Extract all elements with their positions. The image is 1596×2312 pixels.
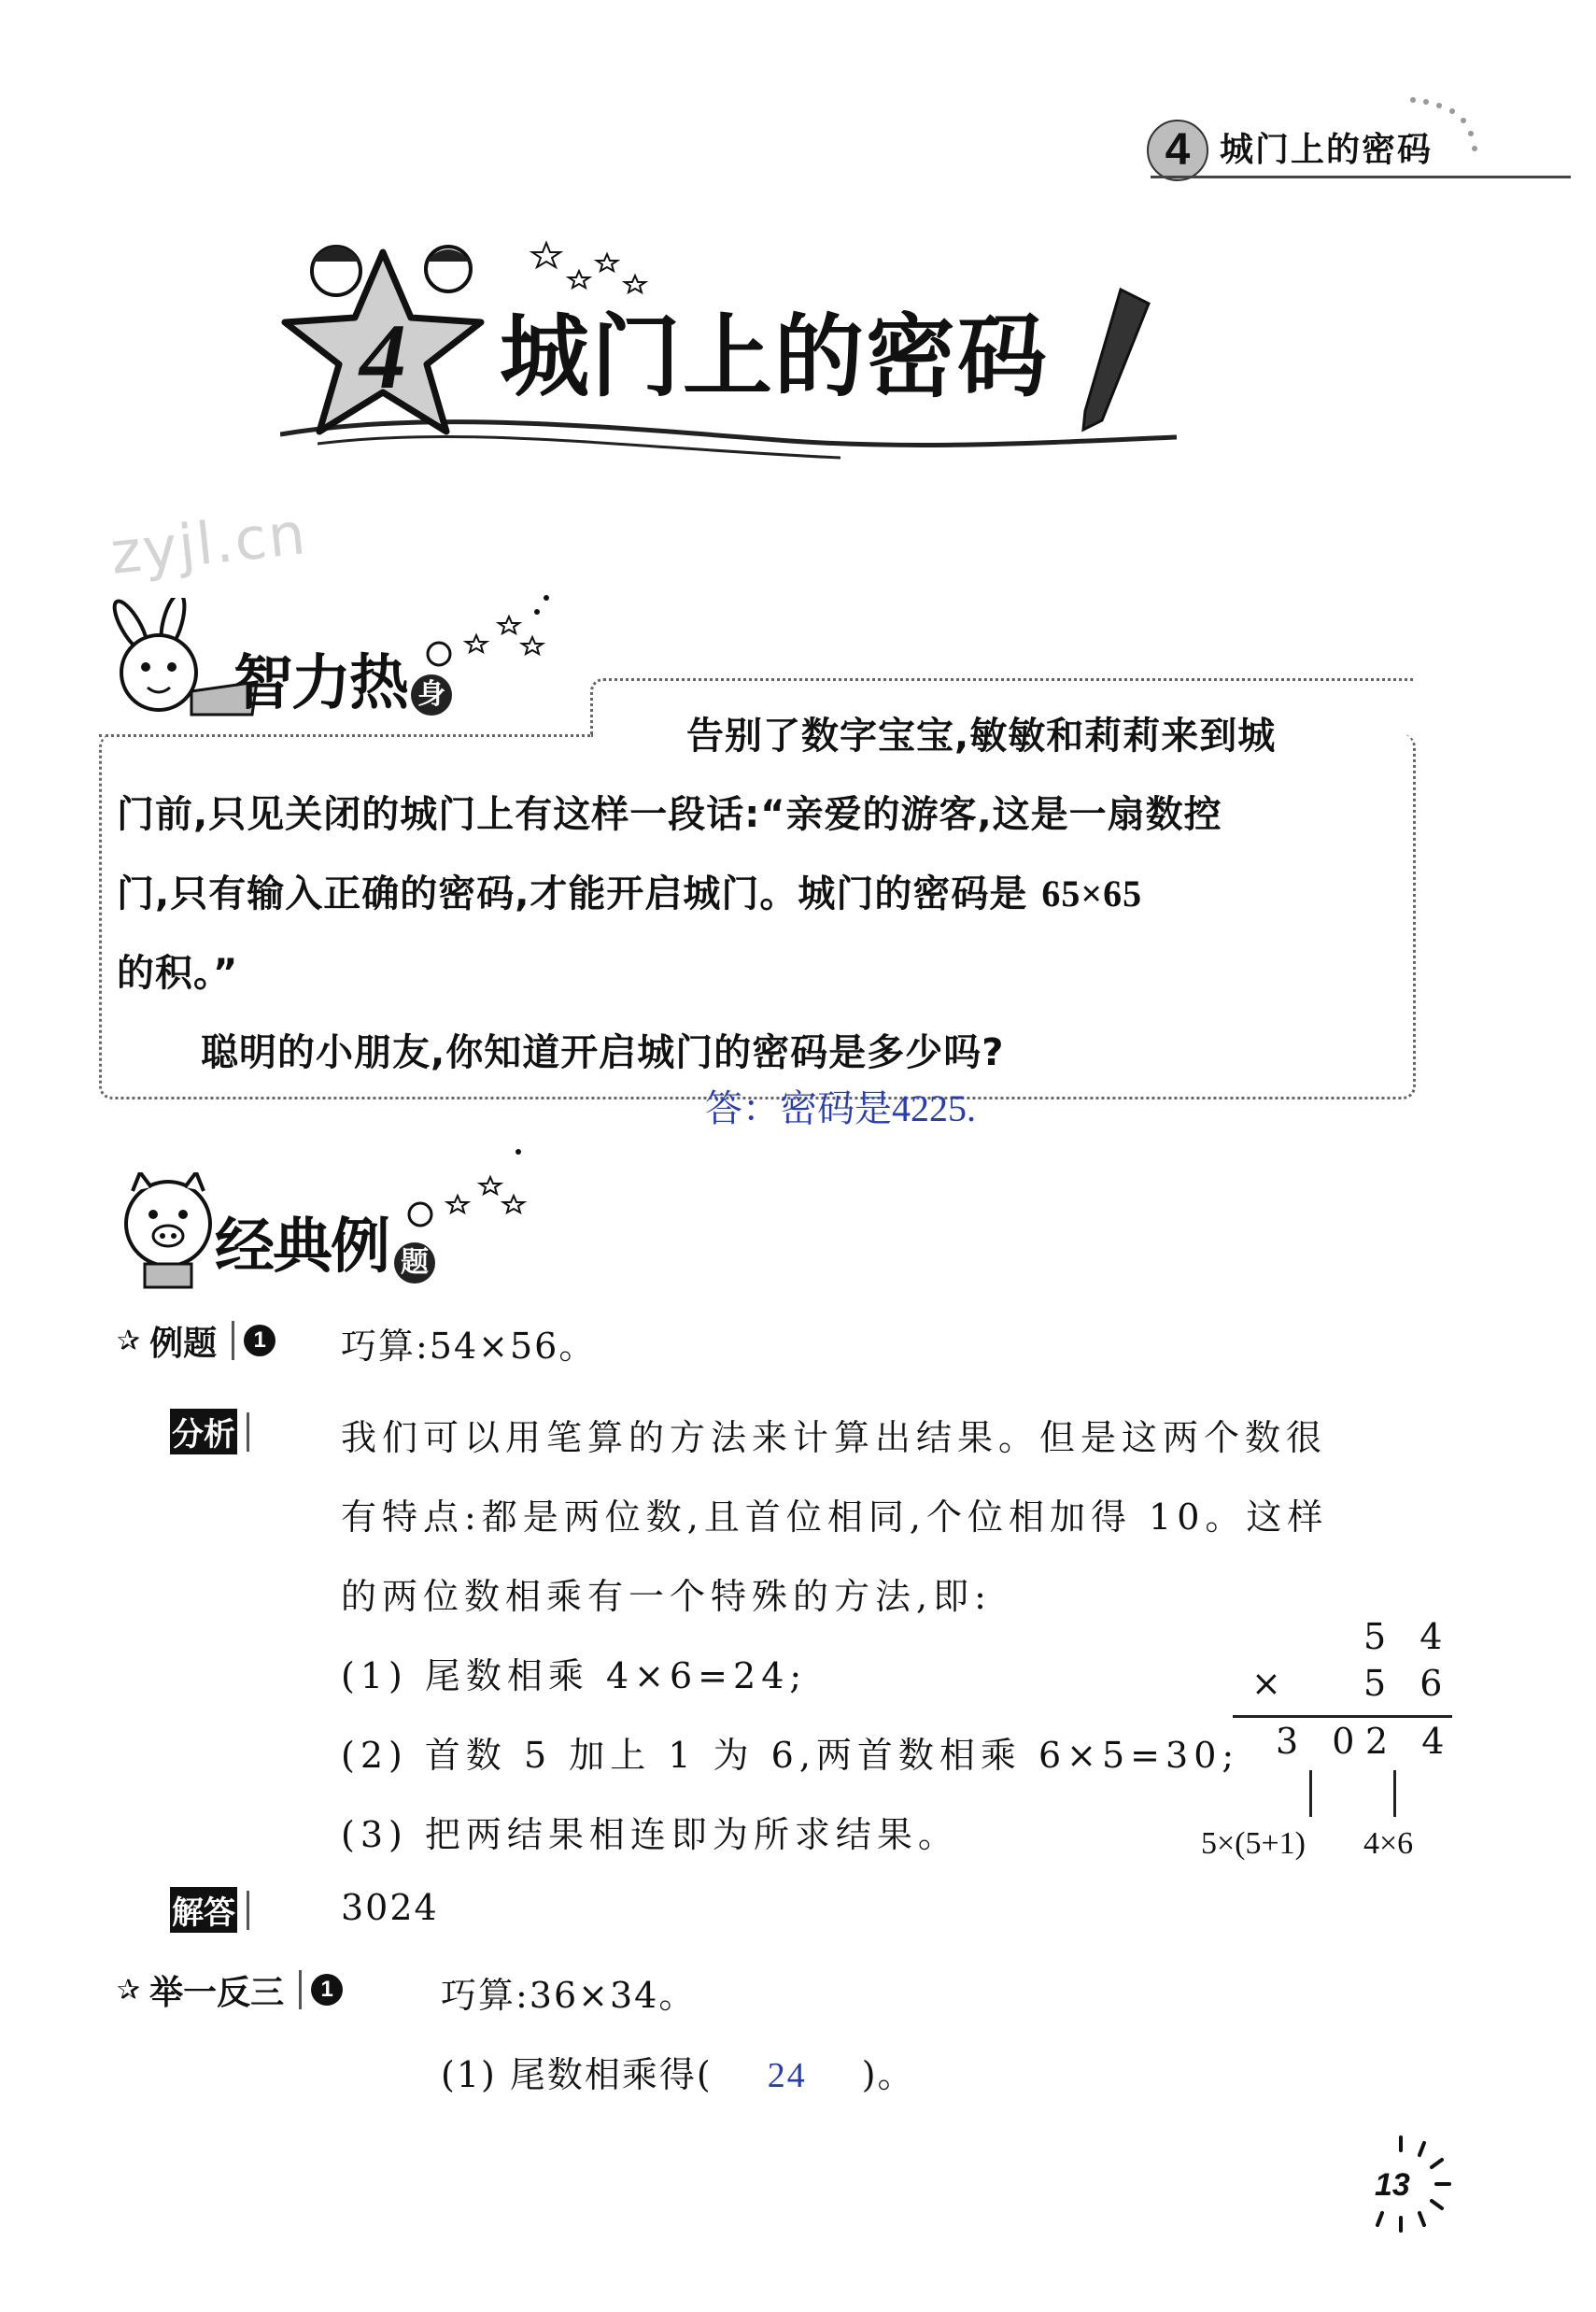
watermark: zyjl.cn [106, 499, 311, 588]
brain-section-label: 智力热 [233, 649, 407, 718]
title-text: 城门上的密码 [500, 305, 1049, 409]
answer-label: 解答 [170, 1887, 237, 1933]
title-banner [280, 234, 1177, 476]
label-divider [299, 1970, 302, 2009]
practice-number-badge: 1 [311, 1974, 343, 2006]
story-line-2: 门前,只见关闭的城门上有这样一段话:“亲爱的游客,这是一扇数控 [117, 793, 1222, 836]
practice-question: 巧算:36×34。 [441, 1975, 697, 2016]
calc-rule [1233, 1715, 1452, 1718]
analysis-line-1: 我们可以用笔算的方法来计算出结果。但是这两个数很 [341, 1417, 1328, 1458]
analysis-step-3: (3) 把两结果相连即为所求结果。 [341, 1814, 959, 1855]
analysis-label-row [170, 1409, 249, 1454]
story-line-4: 的积。” [117, 952, 239, 995]
practice-item-1-suffix: )。 [861, 2054, 915, 2095]
sparkle-stars-icon [532, 243, 645, 292]
analysis-step-2: (2) 首数 5 加上 1 为 6,两首数相乘 6×5=30; [341, 1735, 1240, 1776]
pig-mascot-icon [103, 1172, 233, 1289]
example-label: 例题 [149, 1324, 218, 1363]
example-question: 巧算:54×56。 [341, 1326, 597, 1367]
calc-top-number: 5 4 [1363, 1616, 1454, 1657]
sparkle-stars-icon [402, 1135, 551, 1238]
calc-pointer-left [1309, 1770, 1312, 1817]
brain-section-banner [103, 598, 570, 729]
story-expression: 65×65 [1041, 872, 1143, 915]
practice-item-1-answer[interactable]: 24 [767, 2056, 807, 2095]
calc-bottom-number: 5 6 [1363, 1663, 1454, 1704]
calc-pointer-right [1393, 1770, 1396, 1817]
chapter-number-badge: 4 [1147, 120, 1208, 181]
classic-section-label: 经典例 [215, 1213, 388, 1282]
analysis-step-1: (1) 尾数相乘 4×6=24; [341, 1655, 808, 1696]
sparkle-stars-icon [420, 579, 570, 682]
story-line-1: 告别了数字宝宝,敏敏和莉莉来到城 [686, 715, 1277, 758]
example-number-badge: 1 [244, 1325, 275, 1356]
calc-times-sign: × [1251, 1663, 1292, 1704]
star-bullet-icon: ✰ [117, 1973, 141, 2007]
practice-item-1 [441, 2046, 915, 2097]
classic-section-label-badge: 题 [394, 1242, 435, 1284]
calc-result-left: 3 0 [1276, 1721, 1366, 1762]
example-answer: 3024 [341, 1887, 439, 1928]
calc-note-right: 4×6 [1363, 1826, 1414, 1861]
brain-section-label-badge: 身 [411, 674, 452, 716]
vertical-multiplication [1201, 1616, 1466, 1878]
practice-item-1-prefix: (1) 尾数相乘得( [441, 2054, 713, 2095]
answer-label-row [170, 1887, 249, 1933]
analysis-label: 分析 [170, 1409, 237, 1454]
example-label-row [117, 1317, 275, 1364]
label-divider [232, 1321, 234, 1360]
story-question: 聪明的小朋友,你知道开启城门的密码是多少吗? [201, 1031, 1005, 1074]
calc-note-left: 5×(5+1) [1201, 1826, 1306, 1861]
analysis-line-3: 的两位数相乘有一个特殊的方法,即: [341, 1576, 992, 1617]
label-divider [247, 1891, 249, 1930]
star-bullet-icon: ✰ [117, 1324, 141, 1357]
title-number: 4 [360, 305, 406, 408]
page-number: 13 [1375, 2167, 1410, 2203]
label-divider [247, 1412, 249, 1452]
practice-label: 举一反三 [149, 1973, 285, 2012]
classic-section-banner [103, 1154, 551, 1294]
header-rule [1151, 176, 1571, 178]
handwritten-answer: 答：密码是4225. [705, 1087, 976, 1129]
practice-label-row [117, 1966, 343, 2013]
analysis-line-2: 有特点:都是两位数,且首位相同,个位相加得 10。这样 [341, 1496, 1329, 1538]
pencil-icon [1083, 290, 1149, 430]
story-line-3 [117, 864, 1142, 917]
header-dots-decoration [1410, 97, 1485, 163]
story-line-3-text: 门,只有输入正确的密码,才能开启城门。城门的密码是 [117, 872, 1042, 915]
calc-result-right: 2 4 [1365, 1721, 1456, 1762]
header-chapter-title: 城门上的密码 [1220, 131, 1434, 169]
